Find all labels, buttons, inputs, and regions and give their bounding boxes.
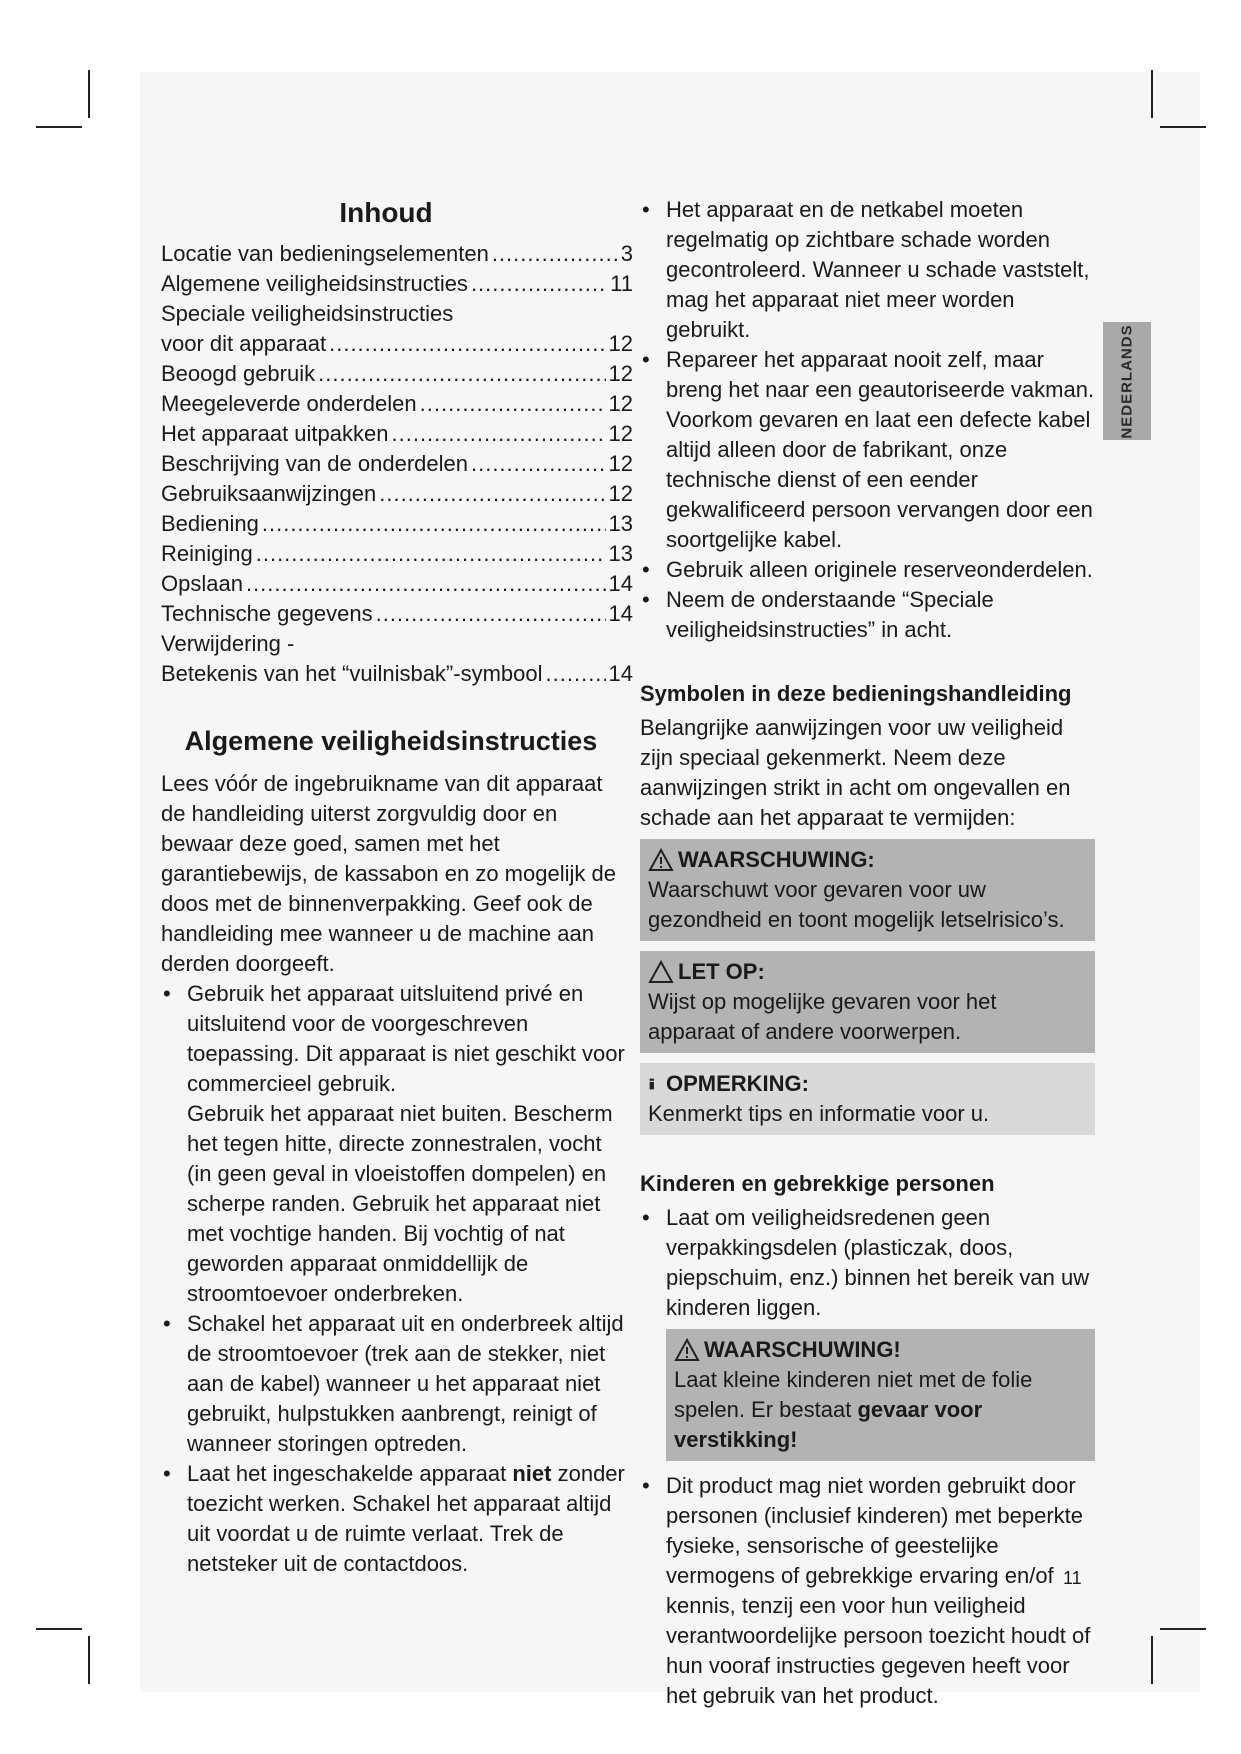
toc-entry: Technische gegevens ..... 14	[161, 599, 633, 629]
warning-title: WAARSCHUWING:	[678, 847, 875, 872]
toc-entry: Meegeleverde onderdelen ..... 12	[161, 389, 633, 419]
crop-mark-bl-h	[36, 1628, 82, 1630]
list-item: • Het apparaat en de netkabel moeten regelmatig op zichtbare schade worden gecontroleerd. Wanneer u schade vaststelt, mag het apparaat niet meer worden gebruikt.	[640, 195, 1095, 345]
toc-entry: Beoogd gebruik ..... 12	[161, 359, 633, 389]
children-bullets	[640, 1203, 1095, 1323]
list-item: • Laat om veiligheidsredenen geen verpakkingsdelen (plasticzak, doos, piepschuim, enz.) binnen het bereik van uw kinderen liggen.	[640, 1203, 1095, 1323]
caution-text: Wijst op mogelijke gevaren voor het apparaat of andere voorwerpen.	[648, 989, 997, 1044]
children-warning-title: WAARSCHUWING!	[704, 1337, 901, 1362]
children-warning-text: Laat kleine kinderen niet met de folie spelen. Er bestaat gevaar voor verstikking!	[674, 1367, 1033, 1452]
toc-entry: Gebruiksaanwijzingen ..... 12	[161, 479, 633, 509]
general-safety-heading: Algemene veiligheidsinstructies	[184, 726, 598, 756]
toc-title: Inhoud	[339, 197, 433, 228]
note-text: Kenmerkt tips en informatie voor u.	[648, 1101, 990, 1126]
language-tab	[1103, 322, 1151, 440]
list-item: • Schakel het apparaat uit en onderbreek altijd de stroomtoevoer (trek aan de stekker, niet aan de kabel) wanneer u het apparaat niet gebruikt, hulpstukken aanbrengt, reinigt of wanneer storingen optreden.	[161, 1309, 631, 1459]
children-heading: Kinderen en gebrekkige personen	[640, 1171, 995, 1196]
toc-entry: Reiniging ..... 13	[161, 539, 633, 569]
toc-entry: Betekenis van het “vuilnisbak”-symbool ..... 14	[161, 659, 633, 689]
general-bullets-continued	[640, 195, 1095, 645]
crop-mark-tr-v	[1151, 70, 1153, 118]
right-column	[640, 195, 1095, 1711]
warning-triangle-icon	[648, 848, 674, 872]
caution-triangle-icon	[648, 960, 674, 984]
crop-mark-tl-v	[88, 70, 90, 118]
note-box	[640, 1063, 1095, 1135]
note-title: OPMERKING:	[666, 1071, 809, 1096]
page-number: 11	[1063, 1568, 1082, 1588]
warning-triangle-icon	[674, 1338, 700, 1362]
list-item: • Laat het ingeschakelde apparaat niet zonder toezicht werken. Schakel het apparaat altijd uit voordat u de ruimte verlaat. Trek de netsteker uit de contactdoos.	[161, 1459, 631, 1579]
crop-mark-bl-v	[88, 1636, 90, 1684]
caution-title: LET OP:	[678, 959, 765, 984]
toc-entry: Opslaan ..... 14	[161, 569, 633, 599]
left-column	[161, 195, 631, 1579]
list-item: • Gebruik het apparaat uitsluitend privé en uitsluitend voor de voorgeschreven toepassing. Dit apparaat is niet geschikt voor commercieel gebruik. Gebruik het apparaat niet buiten. Bescherm het tegen hitte, directe zonnestralen, vocht (in geen geval in vloeistoffen dompelen) en scherpe randen. Gebruik het apparaat niet met vochtige handen. Bij vochtig of nat geworden apparaat onmiddellijk de stroomtoevoer onderbreken.	[161, 979, 631, 1309]
crop-mark-br-h	[1160, 1628, 1206, 1630]
children-warning-box	[666, 1329, 1095, 1461]
symbols-heading: Symbolen in deze bedieningshandleiding	[640, 681, 1072, 706]
toc-entry: Verwijdering -	[161, 631, 295, 656]
children-bullets-2	[640, 1471, 1095, 1711]
warning-text: Waarschuwt voor gevaren voor uw gezondheid en toont mogelijk letselrisico’s.	[648, 877, 1065, 932]
general-bullets	[161, 979, 631, 1579]
toc-list	[161, 239, 631, 689]
toc-entry: voor dit apparaat ..... 12	[161, 329, 633, 359]
toc-entry: Het apparaat uitpakken ..... 12	[161, 419, 633, 449]
toc-entry: Beschrijving van de onderdelen ..... 12	[161, 449, 633, 479]
toc-entry: Algemene veiligheidsinstructies ..... 11	[161, 269, 633, 299]
toc-entry: Locatie van bedieningselementen ..... 3	[161, 239, 633, 269]
crop-mark-br-v	[1151, 1636, 1153, 1684]
toc-entry: Bediening ..... 13	[161, 509, 633, 539]
toc-entry: Speciale veiligheidsinstructies	[161, 301, 454, 326]
list-item: • Neem de onderstaande “Speciale veiligheidsinstructies” in acht.	[640, 585, 1095, 645]
info-icon	[648, 1072, 662, 1096]
list-item: • Repareer het apparaat nooit zelf, maar breng het naar een geautoriseerde vakman. Voorkom gevaren en laat een defecte kabel altijd alleen door de fabrikant, onze technische dienst of een eender gekwalificeerd persoon vervangen door een soortgelijke kabel.	[640, 345, 1095, 555]
symbols-intro: Belangrijke aanwijzingen voor uw veiligheid zijn speciaal gekenmerkt. Neem deze aanwijzingen strikt in acht om ongevallen en schade aan het apparaat te vermijden:	[640, 715, 1071, 830]
warning-box	[640, 839, 1095, 941]
general-intro: Lees vóór de ingebruikname van dit apparaat de handleiding uiterst zorgvuldig door en bewaar deze goed, samen met het garantiebewijs, de kassabon en zo mogelijk de doos met de binnenverpakking. Geef ook de handleiding mee wanneer u de machine aan derden doorgeeft.	[161, 771, 616, 976]
crop-mark-tr-h	[1160, 126, 1206, 128]
list-item: • Gebruik alleen originele reserveonderdelen.	[640, 555, 1095, 585]
crop-mark-tl-h	[36, 126, 82, 128]
list-item: • Dit product mag niet worden gebruikt door personen (inclusief kinderen) met beperkte fysieke, sensorische of geestelijke vermogens of gebrekkige ervaring en/of kennis, tenzij een voor hun veiligheid verantwoordelijke persoon toezicht houdt of hun vooraf instructies gegeven heeft voor het gebruik van het product.	[640, 1471, 1095, 1711]
language-tab-label: NEDERLANDS	[1118, 323, 1136, 439]
caution-box	[640, 951, 1095, 1053]
